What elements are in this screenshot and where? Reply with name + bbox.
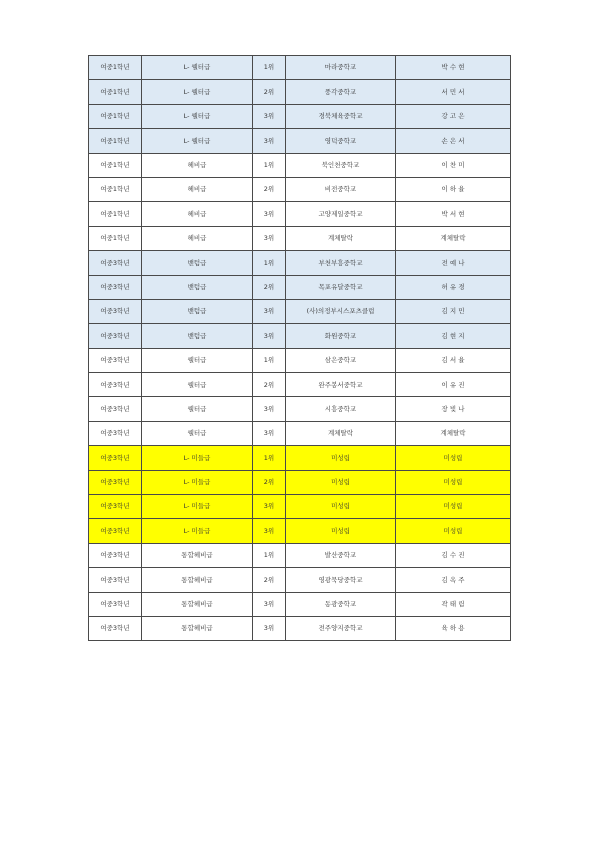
athlete-name-cell: 강 고 은 <box>396 104 511 128</box>
table-row <box>89 348 511 372</box>
school-cell: 부천부흥중학교 <box>286 251 396 275</box>
division-cell: 여중3학년 <box>89 421 142 445</box>
school-cell: 완주봉서중학교 <box>286 373 396 397</box>
rank-cell: 3위 <box>253 129 286 153</box>
weight-class-cell: 밴텀급 <box>142 299 253 323</box>
table-row <box>89 251 511 275</box>
weight-class-cell: L- 미들급 <box>142 519 253 543</box>
division-cell: 여중3학년 <box>89 397 142 421</box>
division-cell: 여중3학년 <box>89 299 142 323</box>
table-row <box>89 129 511 153</box>
division-cell: 여중1학년 <box>89 80 142 104</box>
school-cell: 삼은중학교 <box>286 348 396 372</box>
weight-class-cell: 통합헤비급 <box>142 543 253 567</box>
athlete-name-cell: 손 은 서 <box>396 129 511 153</box>
table-row <box>89 519 511 543</box>
division-cell: 여중3학년 <box>89 519 142 543</box>
table-row <box>89 202 511 226</box>
athlete-name-cell: 서 민 서 <box>396 80 511 104</box>
athlete-name-cell: 이 유 진 <box>396 373 511 397</box>
weight-class-cell: 웰터급 <box>142 397 253 421</box>
weight-class-cell: L- 웰터급 <box>142 80 253 104</box>
athlete-name-cell: 미성립 <box>396 470 511 494</box>
weight-class-cell: 밴텀급 <box>142 275 253 299</box>
rank-cell: 3위 <box>253 226 286 250</box>
division-cell: 여중1학년 <box>89 56 142 80</box>
school-cell: 계체탈락 <box>286 226 396 250</box>
athlete-name-cell: 김 수 진 <box>396 543 511 567</box>
weight-class-cell: 통합헤비급 <box>142 568 253 592</box>
rank-cell: 3위 <box>253 421 286 445</box>
athlete-name-cell: 김 지 민 <box>396 299 511 323</box>
school-cell: 시흥중학교 <box>286 397 396 421</box>
division-cell: 여중3학년 <box>89 373 142 397</box>
division-cell: 여중1학년 <box>89 177 142 201</box>
athlete-name-cell: 김 서 율 <box>396 348 511 372</box>
division-cell: 여중3학년 <box>89 348 142 372</box>
rank-cell: 3위 <box>253 299 286 323</box>
athlete-name-cell: 계체탈락 <box>396 421 511 445</box>
division-cell: 여중3학년 <box>89 470 142 494</box>
weight-class-cell: 웰터급 <box>142 421 253 445</box>
athlete-name-cell: 박 서 현 <box>396 202 511 226</box>
rank-cell: 3위 <box>253 202 286 226</box>
athlete-name-cell: 육 하 용 <box>396 616 511 640</box>
athlete-name-cell: 곽 태 림 <box>396 592 511 616</box>
athlete-name-cell: 이 찬 미 <box>396 153 511 177</box>
division-cell: 여중3학년 <box>89 446 142 470</box>
table-row <box>89 373 511 397</box>
school-cell: 미성립 <box>286 446 396 470</box>
weight-class-cell: 밴텀급 <box>142 324 253 348</box>
division-cell: 여중3학년 <box>89 568 142 592</box>
table-row <box>89 153 511 177</box>
division-cell: 여중3학년 <box>89 495 142 519</box>
school-cell: 화원중학교 <box>286 324 396 348</box>
division-cell: 여중1학년 <box>89 104 142 128</box>
rank-cell: 3위 <box>253 324 286 348</box>
school-cell: 영덕중학교 <box>286 129 396 153</box>
division-cell: 여중1학년 <box>89 202 142 226</box>
school-cell: 전주양지중학교 <box>286 616 396 640</box>
school-cell: 경북체육중학교 <box>286 104 396 128</box>
weight-class-cell: 통합헤비급 <box>142 616 253 640</box>
school-cell: 목포유달중학교 <box>286 275 396 299</box>
division-cell: 여중1학년 <box>89 226 142 250</box>
weight-class-cell: L- 웰터급 <box>142 129 253 153</box>
school-cell: 영광묵당중학교 <box>286 568 396 592</box>
school-cell: 풍각중학교 <box>286 80 396 104</box>
rank-cell: 3위 <box>253 519 286 543</box>
school-cell: 미성립 <box>286 519 396 543</box>
school-cell: 북인천중학교 <box>286 153 396 177</box>
school-cell: 발산중학교 <box>286 543 396 567</box>
athlete-name-cell: 허 유 경 <box>396 275 511 299</box>
rank-cell: 3위 <box>253 104 286 128</box>
weight-class-cell: L- 미들급 <box>142 446 253 470</box>
rank-cell: 2위 <box>253 470 286 494</box>
rank-cell: 2위 <box>253 80 286 104</box>
table-row <box>89 446 511 470</box>
table-row <box>89 177 511 201</box>
weight-class-cell: 헤비급 <box>142 226 253 250</box>
results-table <box>88 55 511 641</box>
school-cell: 계체탈락 <box>286 421 396 445</box>
rank-cell: 1위 <box>253 543 286 567</box>
division-cell: 여중3학년 <box>89 543 142 567</box>
rank-cell: 1위 <box>253 56 286 80</box>
table-row <box>89 299 511 323</box>
weight-class-cell: 헤비급 <box>142 202 253 226</box>
table-row <box>89 80 511 104</box>
division-cell: 여중3학년 <box>89 324 142 348</box>
athlete-name-cell: 김 옥 주 <box>396 568 511 592</box>
school-cell: (사)의정부시스포츠클럽 <box>286 299 396 323</box>
rank-cell: 1위 <box>253 251 286 275</box>
table-row <box>89 275 511 299</box>
table-row <box>89 56 511 80</box>
athlete-name-cell: 계체탈락 <box>396 226 511 250</box>
rank-cell: 2위 <box>253 275 286 299</box>
table-row <box>89 543 511 567</box>
athlete-name-cell: 전 예 나 <box>396 251 511 275</box>
table-row <box>89 616 511 640</box>
weight-class-cell: 통합헤비급 <box>142 592 253 616</box>
rank-cell: 2위 <box>253 568 286 592</box>
school-cell: 미성립 <box>286 495 396 519</box>
division-cell: 여중3학년 <box>89 251 142 275</box>
rank-cell: 1위 <box>253 446 286 470</box>
school-cell: 마라중학교 <box>286 56 396 80</box>
school-cell: 미성립 <box>286 470 396 494</box>
weight-class-cell: L- 웰터급 <box>142 104 253 128</box>
division-cell: 여중1학년 <box>89 153 142 177</box>
athlete-name-cell: 이 하 율 <box>396 177 511 201</box>
school-cell: 동광중학교 <box>286 592 396 616</box>
table-row <box>89 226 511 250</box>
division-cell: 여중3학년 <box>89 275 142 299</box>
results-table-body <box>89 56 511 641</box>
division-cell: 여중3학년 <box>89 592 142 616</box>
weight-class-cell: 웰터급 <box>142 348 253 372</box>
rank-cell: 3위 <box>253 495 286 519</box>
rank-cell: 3위 <box>253 592 286 616</box>
rank-cell: 3위 <box>253 397 286 421</box>
table-row <box>89 592 511 616</box>
rank-cell: 3위 <box>253 616 286 640</box>
division-cell: 여중3학년 <box>89 616 142 640</box>
athlete-name-cell: 김 현 지 <box>396 324 511 348</box>
table-row <box>89 470 511 494</box>
athlete-name-cell: 박 수 현 <box>396 56 511 80</box>
weight-class-cell: L- 미들급 <box>142 470 253 494</box>
athlete-name-cell: 미성립 <box>396 495 511 519</box>
athlete-name-cell: 미성립 <box>396 519 511 543</box>
table-row <box>89 495 511 519</box>
weight-class-cell: 밴텀급 <box>142 251 253 275</box>
table-row <box>89 421 511 445</box>
weight-class-cell: 헤비급 <box>142 177 253 201</box>
athlete-name-cell: 미성립 <box>396 446 511 470</box>
table-row <box>89 324 511 348</box>
table-row <box>89 104 511 128</box>
school-cell: 고양제일중학교 <box>286 202 396 226</box>
school-cell: 비전중학교 <box>286 177 396 201</box>
rank-cell: 1위 <box>253 153 286 177</box>
rank-cell: 2위 <box>253 177 286 201</box>
table-row <box>89 568 511 592</box>
weight-class-cell: 헤비급 <box>142 153 253 177</box>
weight-class-cell: L- 미들급 <box>142 495 253 519</box>
division-cell: 여중1학년 <box>89 129 142 153</box>
weight-class-cell: L- 웰터급 <box>142 56 253 80</box>
rank-cell: 2위 <box>253 373 286 397</box>
rank-cell: 1위 <box>253 348 286 372</box>
weight-class-cell: 웰터급 <box>142 373 253 397</box>
athlete-name-cell: 장 빛 나 <box>396 397 511 421</box>
table-row <box>89 397 511 421</box>
